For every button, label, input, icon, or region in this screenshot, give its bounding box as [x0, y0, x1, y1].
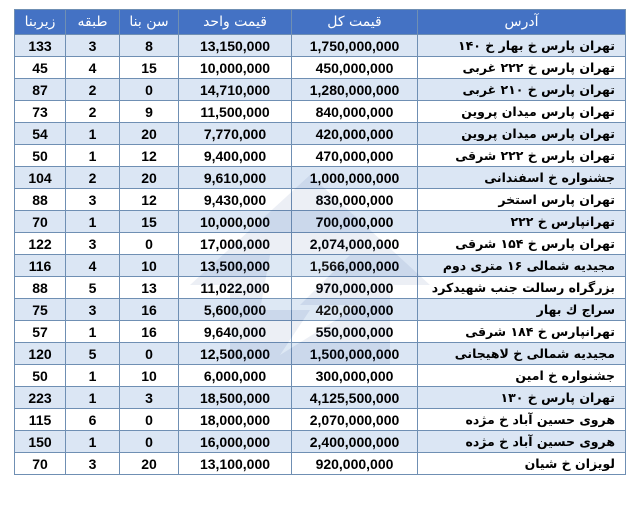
cell-unit-price: 17,000,000 [179, 233, 292, 255]
cell-area: 150 [15, 431, 66, 453]
cell-age: 0 [120, 409, 179, 431]
cell-area: 122 [15, 233, 66, 255]
table-row [15, 299, 626, 321]
cell-area: 70 [15, 211, 66, 233]
cell-address: مجیدیه شمالی ۱۶ متری دوم [418, 255, 626, 277]
cell-total-price: 2,070,000,000 [292, 409, 418, 431]
table-row [15, 365, 626, 387]
cell-unit-price: 13,100,000 [179, 453, 292, 475]
header-floor: طبقه [66, 10, 120, 35]
cell-total-price: 1,750,000,000 [292, 35, 418, 57]
cell-floor: 2 [66, 101, 120, 123]
cell-address: تهران پارس خ ۲۲۲ شرقی [418, 145, 626, 167]
cell-age: 0 [120, 79, 179, 101]
cell-total-price: 1,280,000,000 [292, 79, 418, 101]
cell-total-price: 2,074,000,000 [292, 233, 418, 255]
cell-address: تهرانپارس خ ۱۸۴ شرقی [418, 321, 626, 343]
cell-address: بزرگراه رسالت جنب شهیدکرد [418, 277, 626, 299]
cell-floor: 1 [66, 145, 120, 167]
header-total-price: قیمت کل [292, 10, 418, 35]
cell-total-price: 550,000,000 [292, 321, 418, 343]
cell-age: 10 [120, 255, 179, 277]
table-row [15, 145, 626, 167]
cell-total-price: 4,125,500,000 [292, 387, 418, 409]
cell-unit-price: 16,000,000 [179, 431, 292, 453]
table-row [15, 79, 626, 101]
cell-address: هروی حسین آباد خ مژده [418, 409, 626, 431]
table-row [15, 431, 626, 453]
cell-age: 13 [120, 277, 179, 299]
cell-unit-price: 14,710,000 [179, 79, 292, 101]
cell-age: 10 [120, 365, 179, 387]
cell-age: 16 [120, 321, 179, 343]
cell-total-price: 1,566,000,000 [292, 255, 418, 277]
cell-area: 133 [15, 35, 66, 57]
apartment-price-table [14, 9, 626, 475]
table-row [15, 321, 626, 343]
cell-area: 75 [15, 299, 66, 321]
cell-address: تهران پارس خ ۱۵۴ شرقی [418, 233, 626, 255]
cell-address: تهران پارس خ بهار خ ۱۴۰ [418, 35, 626, 57]
cell-area: 73 [15, 101, 66, 123]
cell-unit-price: 9,610,000 [179, 167, 292, 189]
cell-address: تهران پارس استخر [418, 189, 626, 211]
cell-address: مجیدیه شمالی خ لاهیجانی [418, 343, 626, 365]
cell-floor: 3 [66, 233, 120, 255]
cell-area: 70 [15, 453, 66, 475]
table-row [15, 189, 626, 211]
cell-unit-price: 13,500,000 [179, 255, 292, 277]
cell-total-price: 700,000,000 [292, 211, 418, 233]
cell-area: 45 [15, 57, 66, 79]
cell-address: جشنواره خ اسفندانی [418, 167, 626, 189]
cell-age: 20 [120, 167, 179, 189]
cell-age: 0 [120, 431, 179, 453]
cell-total-price: 840,000,000 [292, 101, 418, 123]
header-row [15, 10, 626, 35]
cell-floor: 3 [66, 189, 120, 211]
cell-floor: 3 [66, 299, 120, 321]
cell-unit-price: 11,500,000 [179, 101, 292, 123]
cell-age: 12 [120, 189, 179, 211]
cell-floor: 2 [66, 79, 120, 101]
price-table-container [14, 9, 625, 508]
table-row [15, 211, 626, 233]
cell-floor: 1 [66, 387, 120, 409]
cell-unit-price: 9,640,000 [179, 321, 292, 343]
cell-floor: 4 [66, 57, 120, 79]
cell-floor: 1 [66, 211, 120, 233]
cell-area: 50 [15, 365, 66, 387]
cell-age: 20 [120, 453, 179, 475]
header-age: سن بنا [120, 10, 179, 35]
header-area: زیربنا [15, 10, 66, 35]
cell-unit-price: 11,022,000 [179, 277, 292, 299]
cell-unit-price: 9,400,000 [179, 145, 292, 167]
cell-area: 57 [15, 321, 66, 343]
cell-address: سراج ك بهار [418, 299, 626, 321]
cell-unit-price: 7,770,000 [179, 123, 292, 145]
cell-age: 9 [120, 101, 179, 123]
cell-age: 0 [120, 233, 179, 255]
cell-age: 20 [120, 123, 179, 145]
cell-floor: 1 [66, 123, 120, 145]
cell-address: تهرانپارس خ ۲۲۲ [418, 211, 626, 233]
cell-area: 54 [15, 123, 66, 145]
cell-address: هروی حسین آباد خ مژده [418, 431, 626, 453]
cell-total-price: 920,000,000 [292, 453, 418, 475]
cell-address: تهران پارس خ ۱۳۰ [418, 387, 626, 409]
cell-total-price: 450,000,000 [292, 57, 418, 79]
cell-unit-price: 18,500,000 [179, 387, 292, 409]
cell-address: لویزان خ شیان [418, 453, 626, 475]
header-unit-price: قیمت واحد [179, 10, 292, 35]
cell-unit-price: 13,150,000 [179, 35, 292, 57]
cell-age: 0 [120, 343, 179, 365]
cell-area: 115 [15, 409, 66, 431]
cell-unit-price: 10,000,000 [179, 57, 292, 79]
cell-floor: 6 [66, 409, 120, 431]
cell-area: 88 [15, 189, 66, 211]
table-row [15, 255, 626, 277]
table-row [15, 35, 626, 57]
table-row [15, 101, 626, 123]
cell-age: 12 [120, 145, 179, 167]
cell-total-price: 470,000,000 [292, 145, 418, 167]
cell-age: 8 [120, 35, 179, 57]
cell-area: 120 [15, 343, 66, 365]
cell-area: 88 [15, 277, 66, 299]
cell-total-price: 420,000,000 [292, 123, 418, 145]
cell-age: 3 [120, 387, 179, 409]
cell-floor: 5 [66, 343, 120, 365]
table-row [15, 343, 626, 365]
cell-address: تهران پارس میدان پروین [418, 123, 626, 145]
cell-area: 87 [15, 79, 66, 101]
cell-total-price: 830,000,000 [292, 189, 418, 211]
cell-floor: 2 [66, 167, 120, 189]
table-row [15, 167, 626, 189]
table-row [15, 387, 626, 409]
cell-total-price: 970,000,000 [292, 277, 418, 299]
cell-area: 116 [15, 255, 66, 277]
cell-unit-price: 12,500,000 [179, 343, 292, 365]
cell-total-price: 300,000,000 [292, 365, 418, 387]
cell-total-price: 420,000,000 [292, 299, 418, 321]
cell-total-price: 1,000,000,000 [292, 167, 418, 189]
cell-floor: 3 [66, 453, 120, 475]
cell-unit-price: 10,000,000 [179, 211, 292, 233]
table-row [15, 123, 626, 145]
cell-age: 16 [120, 299, 179, 321]
cell-unit-price: 9,430,000 [179, 189, 292, 211]
cell-total-price: 2,400,000,000 [292, 431, 418, 453]
cell-address: تهران پارس میدان پروین [418, 101, 626, 123]
cell-floor: 1 [66, 431, 120, 453]
cell-area: 50 [15, 145, 66, 167]
cell-address: تهران پارس خ ۲۲۲ غربی [418, 57, 626, 79]
table-row [15, 409, 626, 431]
cell-floor: 5 [66, 277, 120, 299]
cell-floor: 3 [66, 35, 120, 57]
table-row [15, 277, 626, 299]
cell-age: 15 [120, 57, 179, 79]
cell-total-price: 1,500,000,000 [292, 343, 418, 365]
cell-unit-price: 6,000,000 [179, 365, 292, 387]
cell-floor: 4 [66, 255, 120, 277]
cell-unit-price: 5,600,000 [179, 299, 292, 321]
header-address: آدرس [418, 10, 626, 35]
cell-address: تهران پارس خ ۲۱۰ غربی [418, 79, 626, 101]
cell-unit-price: 18,000,000 [179, 409, 292, 431]
table-row [15, 57, 626, 79]
table-row [15, 233, 626, 255]
cell-floor: 1 [66, 321, 120, 343]
cell-floor: 1 [66, 365, 120, 387]
cell-area: 223 [15, 387, 66, 409]
cell-area: 104 [15, 167, 66, 189]
table-row [15, 453, 626, 475]
cell-age: 15 [120, 211, 179, 233]
cell-address: جشنواره خ امین [418, 365, 626, 387]
